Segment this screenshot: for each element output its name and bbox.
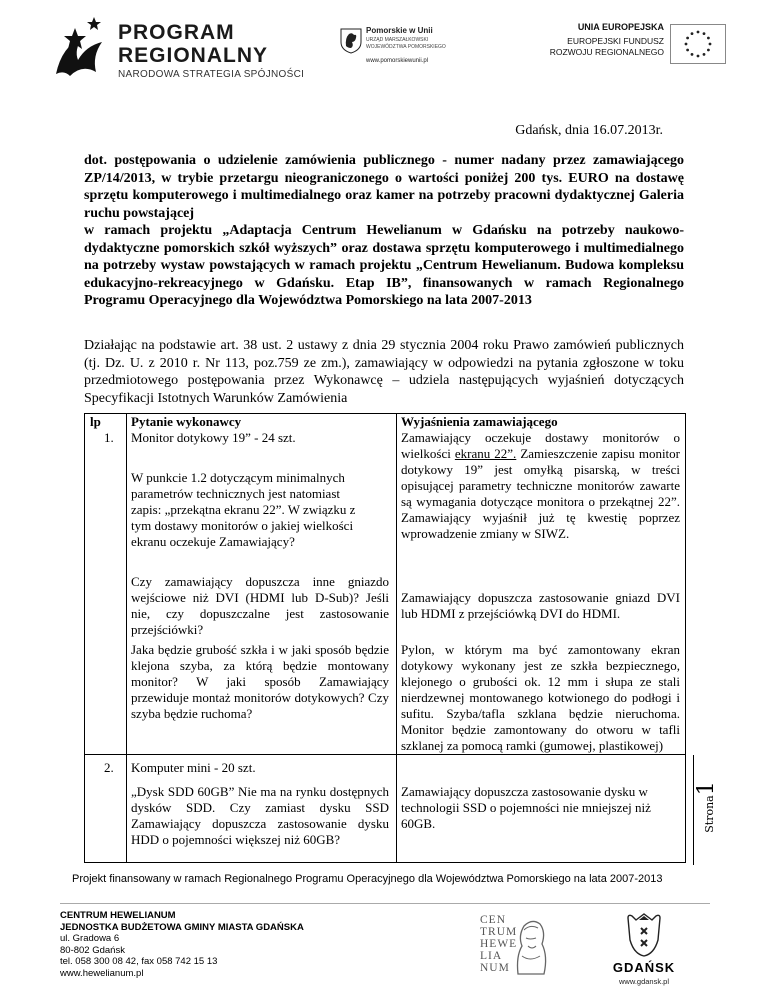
pomorskie-url: www.pomorskiewunii.pl [366, 58, 429, 64]
gdansk-coat-of-arms-icon [624, 910, 664, 958]
ch-word-1: CEN [480, 914, 506, 926]
item-1-title: Monitor dotykowy 19” - 24 szt. [131, 430, 296, 445]
ue-title: UNIA EUROPEJSKA [577, 22, 664, 32]
item-1-question-1: W punkcie 1.2 dotyczącym minimalnych parametrów technicznych jest natomiast zapis: „przekątna ekranu 22”. W związku z tym dostawy monitorów o jakiej wielkości ekranu oczekuje Zamawiający? [131, 470, 356, 549]
ch-word-4: LIA [480, 950, 503, 962]
ch-word-5: NUM [480, 962, 510, 974]
item-1-answer-2: Zamawiający dopuszcza zastosowanie gniazd DVI lub HDMI z przejściówką DVI do HDMI. [401, 590, 680, 621]
program-tagline: NARODOWA STRATEGIA SPÓJNOŚCI [118, 69, 305, 80]
item-1-answer-1 [401, 430, 680, 542]
program-title-line2: REGIONALNY [118, 44, 269, 67]
footer-address [60, 910, 304, 979]
answer-1-text-a: Zamawiający oczekuje dostawy monitorów o wielkości [401, 430, 680, 461]
answer-1-underlined: ekranu 22”. [454, 446, 517, 461]
pomorskie-title: Pomorskie w Unii [366, 26, 433, 35]
item-1-number: 1. [104, 430, 114, 445]
item-2-number: 2. [104, 760, 114, 775]
document-date: Gdańsk, dnia 16.07.2013r. [515, 123, 663, 138]
page-number [693, 755, 732, 865]
qa-table [84, 413, 686, 863]
intro-paragraph: Działając na podstawie art. 38 ust. 2 ustawy z dnia 29 stycznia 2004 roku Prawo zamówień publicznych (tj. Dz. U. z 2010 r. Nr 113, poz.759 ze zm.), zamawiający w odpowiedzi na pytania zgłoszone w toku przedmiotowego postępowania przez Wykonawcę – udziela następujących wyjaśnień dotyczących Specyfikacji Istotnych Warunków Zamówienia [84, 338, 684, 406]
centrum-hewelianum-logo [480, 910, 552, 984]
answer-1-text-b: Zamieszczenie zapisu monitor dotykowy 19” jest omyłką pisarską, w treści opisującej parametry techniczne monitorów zawarte są wymagania dotyczące monitora o przekątnej 22”. Zamawiający wyjaśnił już tę kwestię poprzez wprowadzenie zmiany w SIWZ. [401, 446, 681, 541]
column-divider-1 [126, 414, 127, 862]
pomorskie-subtitle-2: WOJEWÓDZTWA POMORSKIEGO [366, 44, 446, 50]
item-1-question-3: Jaka będzie grubość szkła i w jaki sposób będzie klejona szyba, za którą będzie montowany monitor? W jaki sposób Zamawiający przewiduje montaż monitorów dotykowych? Czy szyba będzie ruchoma? [131, 642, 389, 721]
phone-fax: tel. 058 300 08 42, fax 058 742 15 13 [60, 956, 218, 967]
program-title-line1: PROGRAM [118, 21, 235, 44]
street: ul. Gradowa 6 [60, 933, 120, 944]
program-emblem-icon [52, 16, 114, 84]
unia-europejska-logo [549, 22, 726, 72]
page-number-rotated [694, 747, 734, 867]
header-lp: lp [90, 414, 101, 429]
ue-fund-line2: ROZWOJU REGIONALNEGO [549, 47, 664, 57]
program-regionalny-logo [52, 12, 305, 88]
org-name: CENTRUM HEWELIANUM [60, 910, 176, 921]
item-2-title: Komputer mini - 20 szt. [131, 760, 256, 775]
org-subtitle: JEDNOSTKA BUDŻETOWA GMINY MIASTA GDAŃSKA [60, 921, 304, 933]
column-divider-2 [396, 414, 397, 862]
city: 80-802 Gdańsk [60, 944, 125, 956]
item-2-question-1: „Dysk SDD 60GB” Nie ma na rynku dostępnych dysków SDD. Czy zamiast dysku SSD Zamawiający dopuszcza zastosowanie dysku HDD o pojemności większej niż 60GB? [131, 784, 389, 847]
gdansk-url: www.gdansk.pl [618, 977, 670, 986]
page-num: 1 [694, 781, 719, 796]
ch-word-3: HEWE [480, 938, 518, 950]
gdansk-logo [604, 910, 684, 986]
website: www.hewelianum.pl [60, 967, 144, 979]
subject-part-2: w ramach projektu „Adaptacja Centrum Hewelianum w Gdańsku na potrzeby naukowo-dydaktyczne pomorskich szkół wyższych” oraz dostawa sprzętu komputerowego i multimedialnego na potrzeby wystaw powstających w ramach projektu „Centrum Hewelianum. Budowa kompleksu edukacyjno-rekreacyjnego w Gdańsku. Etap IB”, finansowanych w ramach Regionalnego Programu Operacyjnego dla Województwa Pomorskiego na lata 2007-2013 [84, 223, 684, 308]
gdansk-wordmark: GDAŃSK [612, 960, 676, 975]
page-label: Strona [703, 795, 716, 833]
header-question: Pytanie wykonawcy [131, 414, 242, 429]
pomorskie-w-unii-logo [340, 18, 460, 78]
subject-block [84, 152, 684, 310]
item-1-question-2: Czy zamawiający dopuszcza inne gniazdo wejściowe niż DVI (HDMI lub D-Sub)? Jeśli nie, czy dopuszczalne jest zastosowanie przejściówki? [131, 574, 389, 637]
eu-flag-icon [670, 24, 726, 64]
header-answer: Wyjaśnienia zamawiającego [401, 414, 558, 429]
row-divider [85, 754, 685, 755]
centrum-hewelianum-wordmark [480, 914, 517, 974]
subject-part-1: dot. postępowania o udzielenie zamówienia publicznego - numer nadany przez zamawiającego ZP/14/2013, w trybie przetargu nieograniczonego o wartości poniżej 200 tys. EURO na dostawę sprzętu komputerowego i multimedialnego oraz kamer na potrzeby pracowni dydaktycznej Galeria ruchu powstającej [84, 153, 684, 221]
ch-word-2: TRUM [480, 926, 518, 938]
footer-divider [60, 903, 710, 904]
pomorskie-subtitle-1: URZĄD MARSZAŁKOWSKI [366, 37, 429, 43]
pomorskie-griffin-icon [340, 28, 362, 54]
financing-note: Projekt finansowany w ramach Regionalnego Programu Operacyjnego dla Województwa Pomorskiego na lata 2007-2013 [72, 873, 663, 885]
item-2-answer-1: Zamawiający dopuszcza zastosowanie dysku w technologii SSD o pojemności nie mniejszej niż 60GB. [401, 784, 651, 831]
item-1-answer-3: Pylon, w którym ma być zamontowany ekran dotykowy wykonany jest ze szkła bezpiecznego, klejonego o grubości ok. 12 mm i słupa ze stali nierdzewnej montowanego kotwionego do podłogi i sufitu. Szyba/tafla szklana będzie nieruchoma. Monitor będzie zamontowany do otworu w tafli szklanej za pomocą ramki (gumowej, plastikowej) [401, 642, 680, 753]
ue-fund-line1: EUROPEJSKI FUNDUSZ [567, 36, 664, 46]
